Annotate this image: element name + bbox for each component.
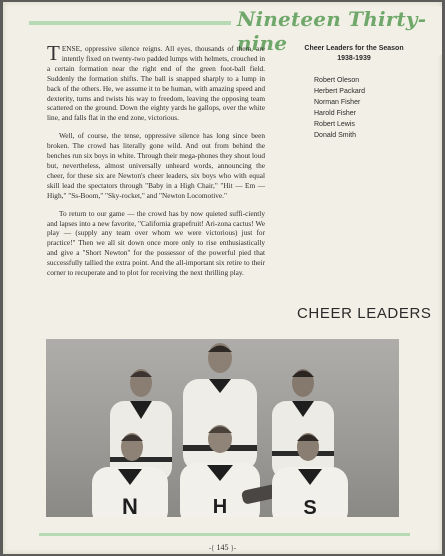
roster-name: Robert Oleson bbox=[314, 77, 360, 84]
article-paragraph-2: Well, of course, the tense, oppressive silence has long since been broken. The crowd has literally gone wild. And out from behind the benches run six boys in white. Through their mega-phones they shout loud but, nevertheless, almost universally unheard words, announcing the cheer, for these six are Newton's cheer leaders, six boys who with equal skill lead the spectators through "Baby in a High Chair," "Hit — Em — High," "Ss-Boom," "Sky-rocket," and "Newton Locomotive." bbox=[47, 131, 265, 200]
svg-text:H: H bbox=[212, 496, 228, 517]
team-photo bbox=[46, 339, 399, 517]
folio-right-ornament: }- bbox=[230, 544, 237, 552]
cheer-leader-figure bbox=[272, 369, 334, 479]
roster-name: Harold Fisher bbox=[314, 109, 357, 117]
svg-text:S: S bbox=[303, 497, 317, 517]
article-paragraph-1 bbox=[47, 41, 265, 123]
article-body bbox=[47, 41, 265, 286]
page-number: 145 bbox=[216, 543, 229, 552]
roster-title: Cheer Leaders for the Season bbox=[304, 45, 404, 52]
roster-season: 1938-1939 bbox=[337, 55, 371, 62]
team-photo-illustration bbox=[46, 339, 399, 517]
drop-cap: T bbox=[47, 41, 60, 65]
roster-name: Robert Lewis bbox=[314, 120, 355, 128]
cheer-leader-roster bbox=[293, 44, 415, 141]
section-title: CHEER LEADERS bbox=[297, 305, 432, 322]
paragraph-1-text: ENSE, oppressive silence reigns. All eyes, thousands of them, are intently fixed on twenty-two padded lumps with helmets, crouched in a certain formation near the right end of the green foot-ball field. Suddenly the formation shifts. The ball is snapped sharply to a lump in back of the others. He, we assume it to be human, with amazing speed and dexterity, turns and twists his way to freedom, leaving the opposing team scattered on the ground. Down the eighty yards he gallops, over the white line, and falls flat in the end zone, victorious. bbox=[47, 44, 265, 123]
article-paragraph-3: To return to our game — the crowd has by now quieted suffi-ciently and lapses into a new favorite, "California grapefruit! Ari-zona cactus! We play — (supply any team over whom we were victorious) just for practice!" Then we all sit down once more only to rise enthusiastically and give a "Short Newton" for the possessor of the powerful pied that successfully tallied the extra point. And the all-important six retire to their corner to recuperate and to plot for receiving the next thrilling play. bbox=[47, 208, 265, 278]
roster-name: Norman Fisher bbox=[314, 98, 361, 106]
page-folio bbox=[3, 543, 442, 552]
roster-list bbox=[293, 76, 415, 141]
roster-name: Donald Smith bbox=[314, 131, 357, 139]
folio-left-ornament: -{ bbox=[208, 544, 215, 552]
svg-text:N: N bbox=[122, 494, 138, 517]
roster-name: Herbert Packard bbox=[314, 87, 365, 95]
cheer-leader-figure bbox=[110, 369, 172, 481]
footer-rule bbox=[39, 533, 410, 536]
yearbook-page bbox=[3, 2, 442, 554]
year-title: Nineteen Thirty-nine bbox=[231, 7, 442, 55]
